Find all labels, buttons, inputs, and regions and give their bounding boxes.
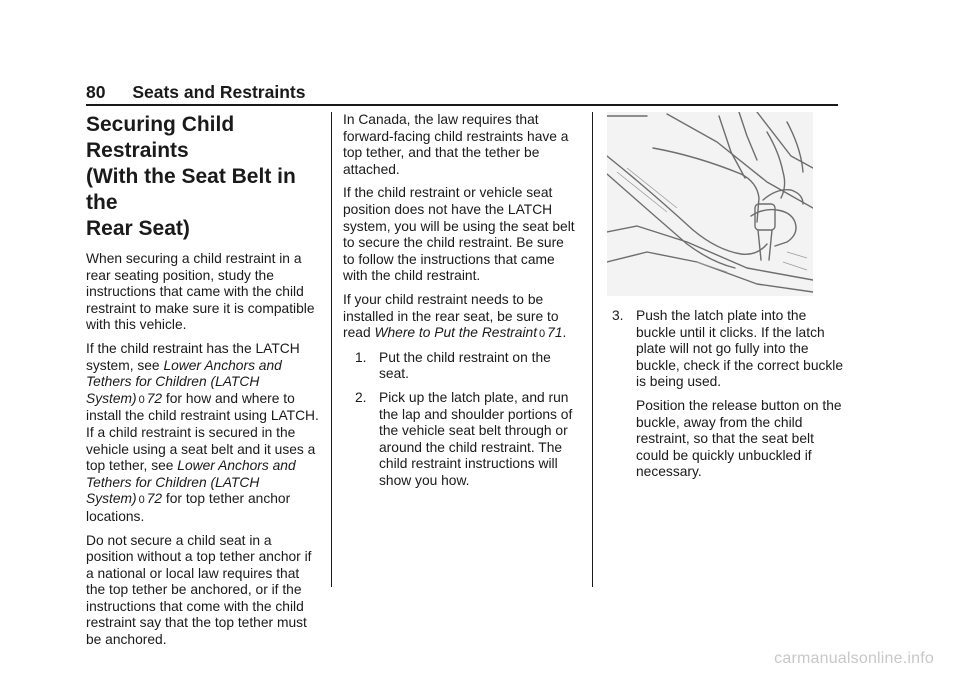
list-item	[343, 350, 579, 383]
text: for how and where to install the child restraint using LATCH. If a child restraint is secured in the vehicle using a seat belt and it uses a top tether, see	[86, 390, 319, 474]
page-ref-arrow-icon: 0	[138, 393, 145, 406]
heading-line: Rear Seat)	[86, 217, 190, 240]
page-reference[interactable]: 71	[547, 325, 563, 341]
page-header	[86, 82, 305, 103]
page-ref-arrow-icon: 0	[539, 328, 546, 341]
heading-line: (With the Seat Belt in the	[86, 165, 296, 214]
latch-plate-illustration	[607, 112, 813, 296]
column-divider	[592, 112, 593, 587]
paragraph: If the child restraint or vehicle seat position does not have the LATCH system, you will be using the seat belt to secure the child restraint. Be sure to follow the instructions that came with the child restraint.	[343, 185, 575, 284]
text: If your child restraint needs to be installed in the rear seat, be sure to read	[343, 291, 559, 341]
column-2	[343, 112, 579, 496]
step-text: Push the latch plate into the buckle until it clicks. If the latch plate will not go fully into the buckle, check if the correct buckle is being used.	[636, 308, 844, 390]
page-reference[interactable]: 72	[146, 491, 163, 507]
step-number: 2.	[355, 389, 367, 405]
section-heading	[86, 112, 322, 242]
header-rule	[86, 104, 838, 106]
page-number: 80	[86, 82, 106, 102]
text: .	[562, 325, 567, 341]
column-3	[604, 112, 844, 488]
cross-reference-link[interactable]: Where to Put the Restraint	[374, 325, 538, 341]
watermark: carmanualsonline.info	[774, 650, 934, 667]
paragraph: When securing a child restraint in a rear seating position, study the instructions that came with the child restraint to make sure it is compatible with this vehicle.	[86, 251, 315, 333]
section-title: Seats and Restraints	[132, 82, 306, 102]
steps-list	[604, 308, 844, 391]
page-ref-arrow-icon: 0	[138, 494, 145, 507]
step-number: 1.	[355, 349, 367, 365]
step-text: Put the child restraint on the seat.	[379, 349, 551, 382]
text: If the child restraint has the LATCH system, see	[86, 340, 300, 373]
paragraph	[343, 292, 579, 343]
step-text: Pick up the latch plate, and run the lap and shoulder portions of the vehicle seat belt through or around the child restraint. The child restraint instructions will show you how.	[379, 389, 573, 488]
cross-reference-link[interactable]: Lower Anchors and Tethers for Children (LATCH System)	[86, 357, 282, 406]
paragraph: In Canada, the law requires that forward-facing child restraints have a top tether, and that the tether be attached.	[343, 112, 569, 177]
text: for top tether anchor locations.	[86, 491, 291, 524]
heading-line: Securing Child Restraints	[86, 113, 235, 162]
list-item	[343, 390, 579, 490]
steps-list	[343, 350, 579, 490]
column-divider	[331, 112, 332, 587]
step-subparagraph: Position the release button on the buckle, away from the child restraint, so that the seat belt could be quickly unbuckled if necessary.	[636, 397, 842, 480]
step-number: 3.	[612, 308, 624, 323]
paragraph	[86, 341, 322, 526]
paragraph: Do not secure a child seat in a position without a top tether anchor if a national or local law requires that the top tether be anchored, or if the instructions that come with the child restraint say that the top tether must be anchored.	[86, 532, 312, 648]
list-item	[604, 308, 844, 391]
column-1	[86, 112, 322, 656]
cross-reference-link[interactable]: Lower Anchors and Tethers for Children (LATCH System)	[86, 458, 296, 507]
page-reference[interactable]: 72	[146, 390, 163, 406]
